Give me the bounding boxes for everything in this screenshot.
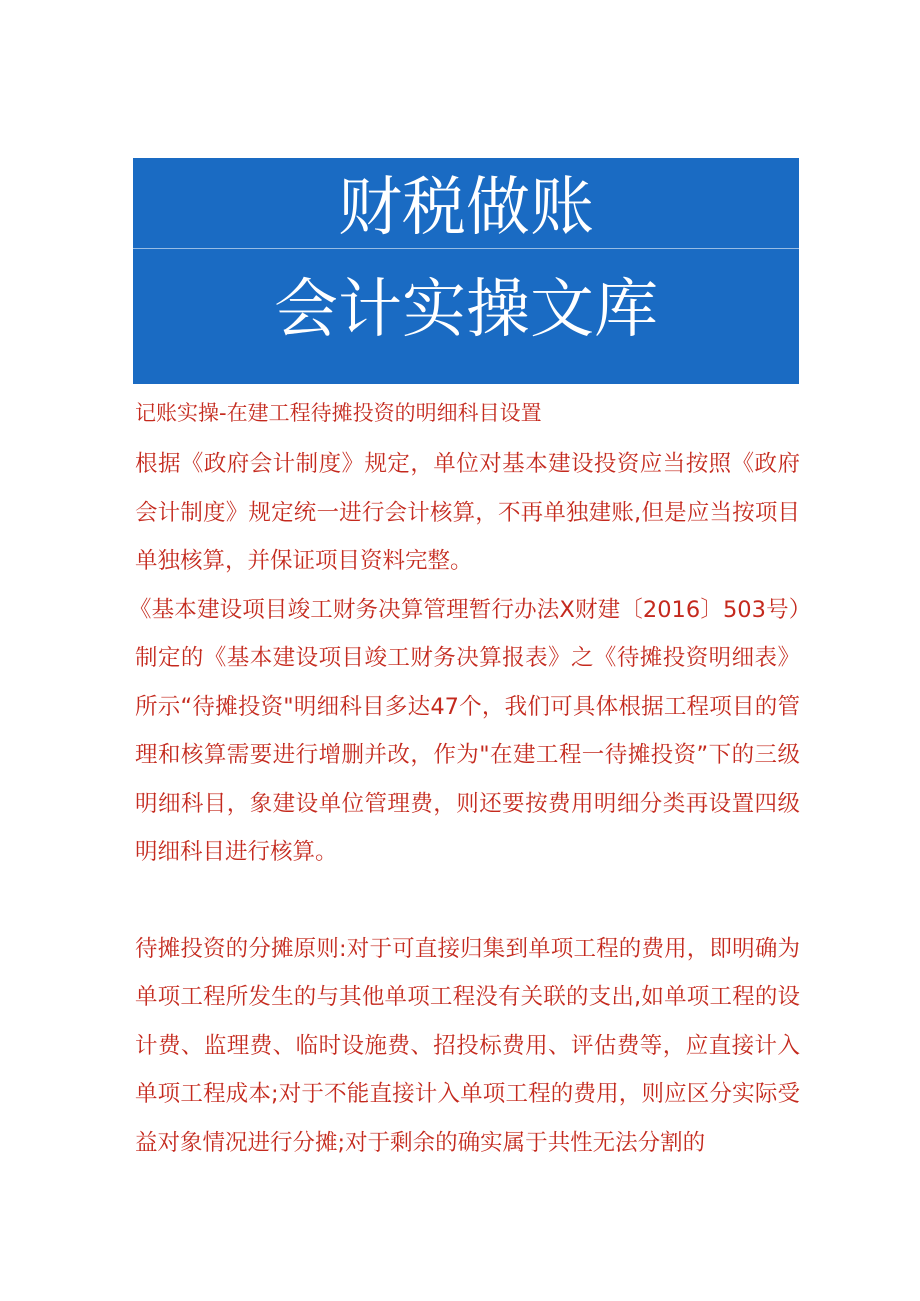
document-body: [129, 396, 800, 1167]
paragraph-2: 《基本建设项目竣工财务决算管理暂行办法X财建〔2016〕503号）制定的《基本建设项目竣工财务决算报表》之《待摊投资明细表》所示“待摊投资"明细科目多达47个，我们可具体根据工程项目的管理和核算需要进行增删并改，作为"在建工程一待摊投资”下的三级明细科目，象建设单位管理费，则还要按费用明细分类再设置四级明细科目进行核算。: [129, 596, 800, 865]
banner-title-line-1: 财税做账: [338, 171, 594, 245]
header-banner: [133, 158, 799, 384]
banner-divider: [133, 248, 799, 249]
document-title: 记账实操-在建工程待摊投资的明细科目设置: [135, 401, 542, 425]
paragraph-1: 根据《政府会计制度》规定，单位对基本建设投资应当按照《政府会计制度》规定统一进行会计核算，不再单独建账,但是应当按项目单独核算，并保证项目资料完整。: [135, 451, 800, 574]
banner-title-line-2: 会计实操文库: [274, 273, 658, 347]
paragraph-3: 待摊投资的分摊原则:对于可直接归集到单项工程的费用，即明确为单项工程所发生的与其他单项工程没有关联的支出,如单项工程的设计费、监理费、临时设施费、招投标费用、评估费等，应直接计入单项工程成本;对于不能直接计入单项工程的费用，则应区分实际受益对象情况进行分摊;对于剩余的确实属于共性无法分割的: [135, 935, 800, 1156]
